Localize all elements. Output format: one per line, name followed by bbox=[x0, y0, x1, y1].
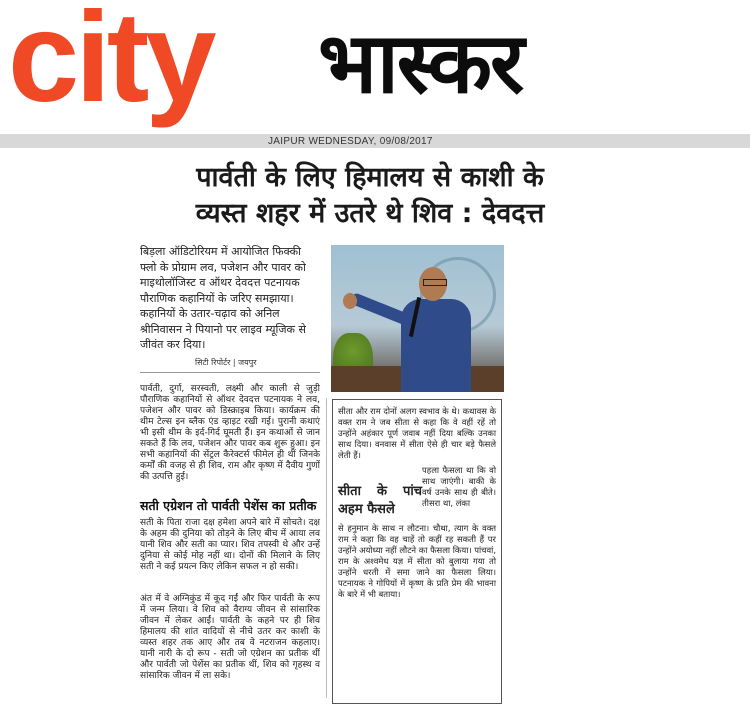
byline: सिटी रिपोर्टर | जयपुर bbox=[195, 358, 257, 367]
box-side-text: पहला फैसला था कि वो साथ जाएंगी। बाकी के वर्ष उनके साथ ही बीते। तीसरा था, लंका bbox=[422, 465, 496, 508]
dateline: JAIPUR WEDNESDAY, 09/08/2017 bbox=[268, 136, 433, 147]
article-paragraph-1: पार्वती, दुर्गा, सरस्वती, लक्ष्मी और काली से जुड़ी पौराणिक कहानियों से ऑथर देवदत्त पटनायक ने लव, पजेशन और पावर को डिस्क्राइब किया। कार्यक्रम की थीम टेल्स इन ब्लैक एंड व्हाइट रखी गई। पुरानी कथाएं भी इसी थीम के इर्द-गिर्द घूमती हैं। इन कथाओं से जान सकते हैं कि लव, पजेशन और पावर कब शुरू हुआ। इन सभी कहानियों की सेंट्रल कैरेक्टर्स फीमेल ही थीं जिनके कर्मों की वजह से ही शिव, राम और कृष्ण में दैवीय गुणों की उत्पत्ति हुई। bbox=[140, 384, 320, 482]
article-subhead: सती एग्रेशन तो पार्वती पेशेंस का प्रतीक bbox=[140, 498, 317, 513]
headline bbox=[120, 160, 620, 232]
logo-bhaskar: भास्कर bbox=[318, 14, 523, 112]
box-body: से हनुमान के साथ न लौटना। चौथा, त्याग के वक्त राम ने कहा कि वह चाहें तो कहीं रह सकती हैं पर उन्होंने अयोध्या नहीं लौटने का फैसला किया। पांचवां, राम के अश्वमेध यज्ञ में सीता को बुलाया गया तो उन्होंने धरती में समा जाने का फैसला लिया। पटनायक ने गोपियों में कृष्ण के प्रति प्रेम की भावना के बारे में भी बताया। bbox=[338, 523, 496, 599]
column-divider bbox=[326, 398, 327, 698]
headline-line-1: पार्वती के लिए हिमालय से काशी के bbox=[196, 162, 544, 193]
article-intro: बिड़ला ऑडिटोरियम में आयोजित फिक्की फ्लो के प्रोग्राम लव, पजेशन और पावर को माइथोलॉजिस्ट व ऑथर देवदत्त पटनायक पौराणिक कहानियों के जरिए समझाया। कहानियों के उतार-चढ़ाव को अनिल श्रीनिवासन ने पियानो पर लाइव म्यूजिक से जीवंत कर दिया। bbox=[140, 245, 306, 351]
masthead bbox=[0, 0, 750, 150]
logo-city: city bbox=[8, 0, 213, 129]
box-heading: सीता के पांच अहम फैसले bbox=[338, 484, 422, 517]
box-intro: सीता और राम दोनों अलग स्वभाव के थे। कथावस के वक्त राम ने जब सीता से कहा कि वे वहीं रहें तो उन्होंने अहंकार पूर्ण जवाब नहीं दिया बल्कि उनका साथ दिया। वनवास में सीता ऐसे ही चार बड़े फैसले लेती हैं। bbox=[338, 406, 496, 460]
article-paragraph-3: अंत में वे अग्निकुंड में कूद गईं और फिर पार्वती के रूप में जन्म लिया। वे शिव को वैराग्य जीवन से सांसारिक जीवन में लेकर आईं। पार्वती के कहने पर ही शिव हिमालय की शांत वादियों से नीचे उतर कर काशी के व्यस्त शहर तक आए और तब वे नटराजन कहलाए। यानी नारी के दो रूप - सती जो एग्रेशन का प्रतीक थीं और पार्वती जो पेशेंस का प्रतीक थीं, शिव को गृहस्थ व सांसारिक जीवन में ला सके। bbox=[140, 594, 320, 681]
speaker-photo bbox=[331, 245, 504, 392]
headline-line-2: व्यस्त शहर में उतरे थे शिव : देवदत्त bbox=[195, 198, 545, 229]
byline-divider bbox=[140, 372, 320, 373]
sidebar-box bbox=[332, 399, 502, 704]
article-paragraph-2: सती के पिता राजा दक्ष हमेशा अपने बारे में सोचते। दक्ष के अहम की दुनिया को तोड़ने के लिए बीच में आया लव यानी शिव और सती का प्यार। शिव तपस्वी थे और उन्हें दुनिया से कोई मोह नहीं था। दोनों की मिलाने के लिए सती ने कई प्रयत्न किए लेकिन सफल न हो सकी। bbox=[140, 518, 320, 572]
